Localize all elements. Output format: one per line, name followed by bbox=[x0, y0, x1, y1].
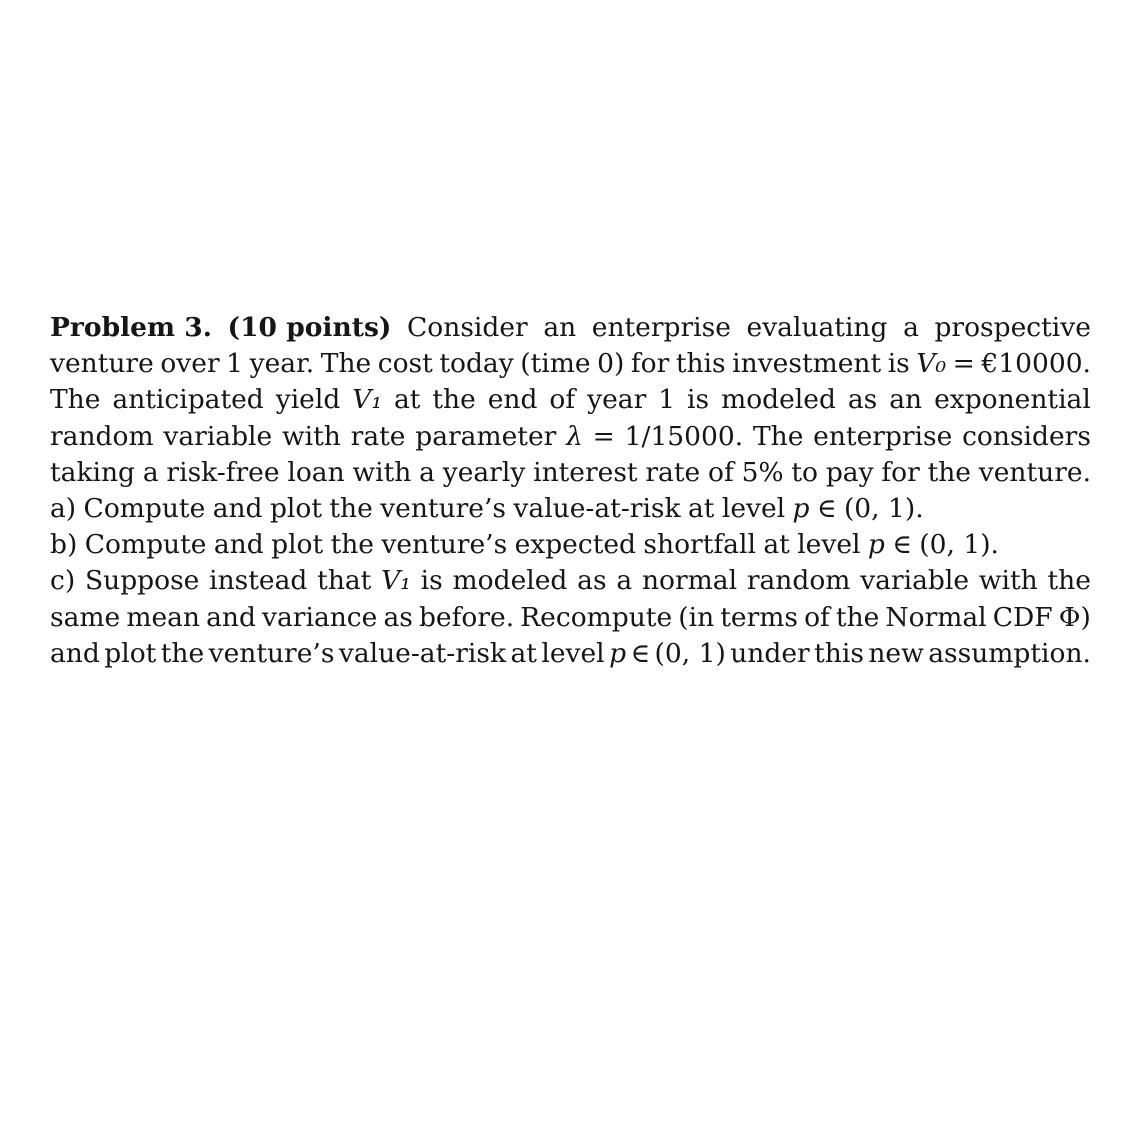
word: modeled bbox=[721, 384, 836, 416]
word: plot bbox=[269, 493, 322, 525]
word: cost bbox=[377, 348, 433, 380]
word: terms bbox=[720, 601, 798, 633]
problem-line-2 bbox=[50, 346, 1091, 382]
math-variable: p bbox=[867, 529, 885, 561]
word: Suppose bbox=[84, 565, 200, 597]
word: at bbox=[687, 493, 715, 525]
math-operator: ∈ bbox=[630, 637, 651, 669]
word: normal bbox=[641, 565, 738, 597]
word: pay bbox=[825, 456, 874, 488]
word: rate bbox=[645, 456, 701, 488]
word: the bbox=[1047, 565, 1091, 597]
word: c) bbox=[50, 565, 76, 597]
problem-heading: Problem 3. bbox=[50, 312, 212, 343]
math-interval: (0, 1). bbox=[843, 493, 924, 525]
word: random bbox=[50, 420, 154, 452]
math-operator: ∈ bbox=[816, 493, 837, 525]
word: Compute bbox=[84, 529, 207, 561]
word: with bbox=[282, 420, 341, 452]
word: year. bbox=[249, 348, 315, 380]
word: enterprise bbox=[813, 420, 953, 452]
word: value-at-risk bbox=[338, 637, 507, 669]
word: the bbox=[927, 456, 971, 488]
word: venture bbox=[50, 348, 154, 380]
word: a bbox=[903, 312, 919, 343]
word: taking bbox=[50, 456, 136, 488]
word: plot bbox=[271, 529, 324, 561]
word: 0) bbox=[597, 348, 625, 380]
word: venture’s bbox=[380, 493, 507, 525]
word: variance bbox=[262, 601, 378, 633]
word: at bbox=[393, 384, 421, 416]
word: €10000. bbox=[981, 348, 1091, 380]
word: end bbox=[487, 384, 538, 416]
math-variable: p bbox=[609, 637, 627, 669]
word: the bbox=[160, 637, 205, 669]
word: of bbox=[804, 601, 830, 633]
word: considers bbox=[962, 420, 1091, 452]
word: mean bbox=[126, 601, 200, 633]
word: to bbox=[791, 456, 819, 488]
word: Recompute bbox=[520, 601, 673, 633]
word: is bbox=[420, 565, 443, 597]
word: random bbox=[746, 565, 851, 597]
word: 5% bbox=[741, 456, 784, 488]
word: value-at-risk bbox=[513, 493, 681, 525]
math-operator: ∈ bbox=[892, 529, 912, 561]
word: Normal bbox=[885, 601, 987, 633]
word: the bbox=[330, 529, 374, 561]
word: at bbox=[510, 637, 537, 669]
word: over bbox=[160, 348, 220, 380]
word: 1/15000. bbox=[624, 420, 744, 452]
word: assumption. bbox=[928, 637, 1091, 669]
problem-line-5 bbox=[50, 455, 1091, 491]
math-variable: p bbox=[792, 493, 810, 525]
word: with bbox=[352, 456, 412, 488]
problem-line-3 bbox=[50, 382, 1091, 418]
word: is bbox=[887, 348, 910, 380]
problem-part-b bbox=[50, 527, 1091, 563]
word: a bbox=[419, 456, 435, 488]
word: venture’s bbox=[381, 529, 508, 561]
word: venture. bbox=[978, 456, 1091, 488]
word: exponential bbox=[934, 384, 1091, 416]
word: same bbox=[50, 601, 121, 633]
word: level bbox=[797, 529, 861, 561]
word: The bbox=[320, 348, 372, 380]
math-variable: V₁ bbox=[381, 565, 411, 597]
problem-line-4 bbox=[50, 419, 1091, 455]
word: year bbox=[587, 384, 647, 416]
word: of bbox=[708, 456, 734, 488]
word: The bbox=[752, 420, 804, 452]
word: level bbox=[541, 637, 605, 669]
problem-part-c-line-2 bbox=[50, 600, 1091, 636]
word: (in bbox=[678, 601, 715, 633]
word: evaluating bbox=[746, 312, 888, 343]
word: today bbox=[439, 348, 514, 380]
word: for bbox=[881, 456, 920, 488]
word: a) bbox=[50, 493, 77, 525]
word: the bbox=[432, 384, 476, 416]
word: is bbox=[687, 384, 710, 416]
word: anticipated bbox=[112, 384, 264, 416]
word: this bbox=[814, 637, 864, 669]
word: level bbox=[721, 493, 786, 525]
word: Compute bbox=[83, 493, 206, 525]
word: variable bbox=[860, 565, 970, 597]
word: yearly bbox=[442, 456, 526, 488]
word: parameter bbox=[415, 420, 557, 452]
math-variable: λ bbox=[566, 420, 583, 452]
problem-statement bbox=[50, 310, 1091, 672]
word: modeled bbox=[452, 565, 568, 597]
problem-part-a bbox=[50, 491, 1091, 527]
word: plot bbox=[104, 637, 157, 669]
word: and bbox=[50, 637, 100, 669]
math-operator: = bbox=[592, 420, 615, 452]
word: CDF bbox=[992, 601, 1053, 633]
word: and bbox=[213, 529, 264, 561]
word: an bbox=[543, 312, 577, 343]
word: the bbox=[329, 493, 373, 525]
word: before. bbox=[418, 601, 515, 633]
word: 1 bbox=[226, 348, 244, 380]
word: Consider bbox=[407, 312, 528, 343]
word: a bbox=[616, 565, 633, 597]
problem-part-c-line-1 bbox=[50, 563, 1091, 599]
word: Φ) bbox=[1058, 601, 1091, 633]
word: as bbox=[383, 601, 413, 633]
word: enterprise bbox=[591, 312, 731, 343]
word: investment bbox=[732, 348, 882, 380]
word: and bbox=[212, 493, 263, 525]
word: The bbox=[50, 384, 101, 416]
word: (time bbox=[520, 348, 591, 380]
word: an bbox=[889, 384, 923, 416]
word: that bbox=[317, 565, 372, 597]
word: new bbox=[868, 637, 924, 669]
problem-part-c-line-3 bbox=[50, 636, 1091, 672]
word: yield bbox=[275, 384, 341, 416]
word: expected bbox=[514, 529, 637, 561]
problem-points: (10 points) bbox=[227, 312, 392, 343]
word: as bbox=[847, 384, 878, 416]
math-interval: (0, 1). bbox=[919, 529, 999, 561]
word: for bbox=[630, 348, 670, 380]
word: variable bbox=[163, 420, 273, 452]
word: and bbox=[206, 601, 256, 633]
word: rate bbox=[350, 420, 406, 452]
word: loan bbox=[287, 456, 345, 488]
math-operator: = bbox=[952, 348, 975, 380]
word: of bbox=[549, 384, 576, 416]
word: risk-free bbox=[166, 456, 280, 488]
word: instead bbox=[209, 565, 308, 597]
word: this bbox=[675, 348, 726, 380]
word: a bbox=[142, 456, 159, 488]
word: the bbox=[835, 601, 880, 633]
math-interval: (0, 1) bbox=[654, 637, 726, 669]
word: interest bbox=[533, 456, 638, 488]
problem-line-1 bbox=[50, 310, 1091, 346]
math-variable: V₀ bbox=[916, 348, 947, 380]
word: under bbox=[730, 637, 810, 669]
word: with bbox=[978, 565, 1038, 597]
word: prospective bbox=[934, 312, 1091, 343]
math-variable: V₁ bbox=[352, 384, 383, 416]
word: shortfall bbox=[643, 529, 756, 561]
word: at bbox=[763, 529, 790, 561]
word: as bbox=[577, 565, 607, 597]
word: venture’s bbox=[208, 637, 335, 669]
word: b) bbox=[50, 529, 78, 561]
word: 1 bbox=[658, 384, 676, 416]
